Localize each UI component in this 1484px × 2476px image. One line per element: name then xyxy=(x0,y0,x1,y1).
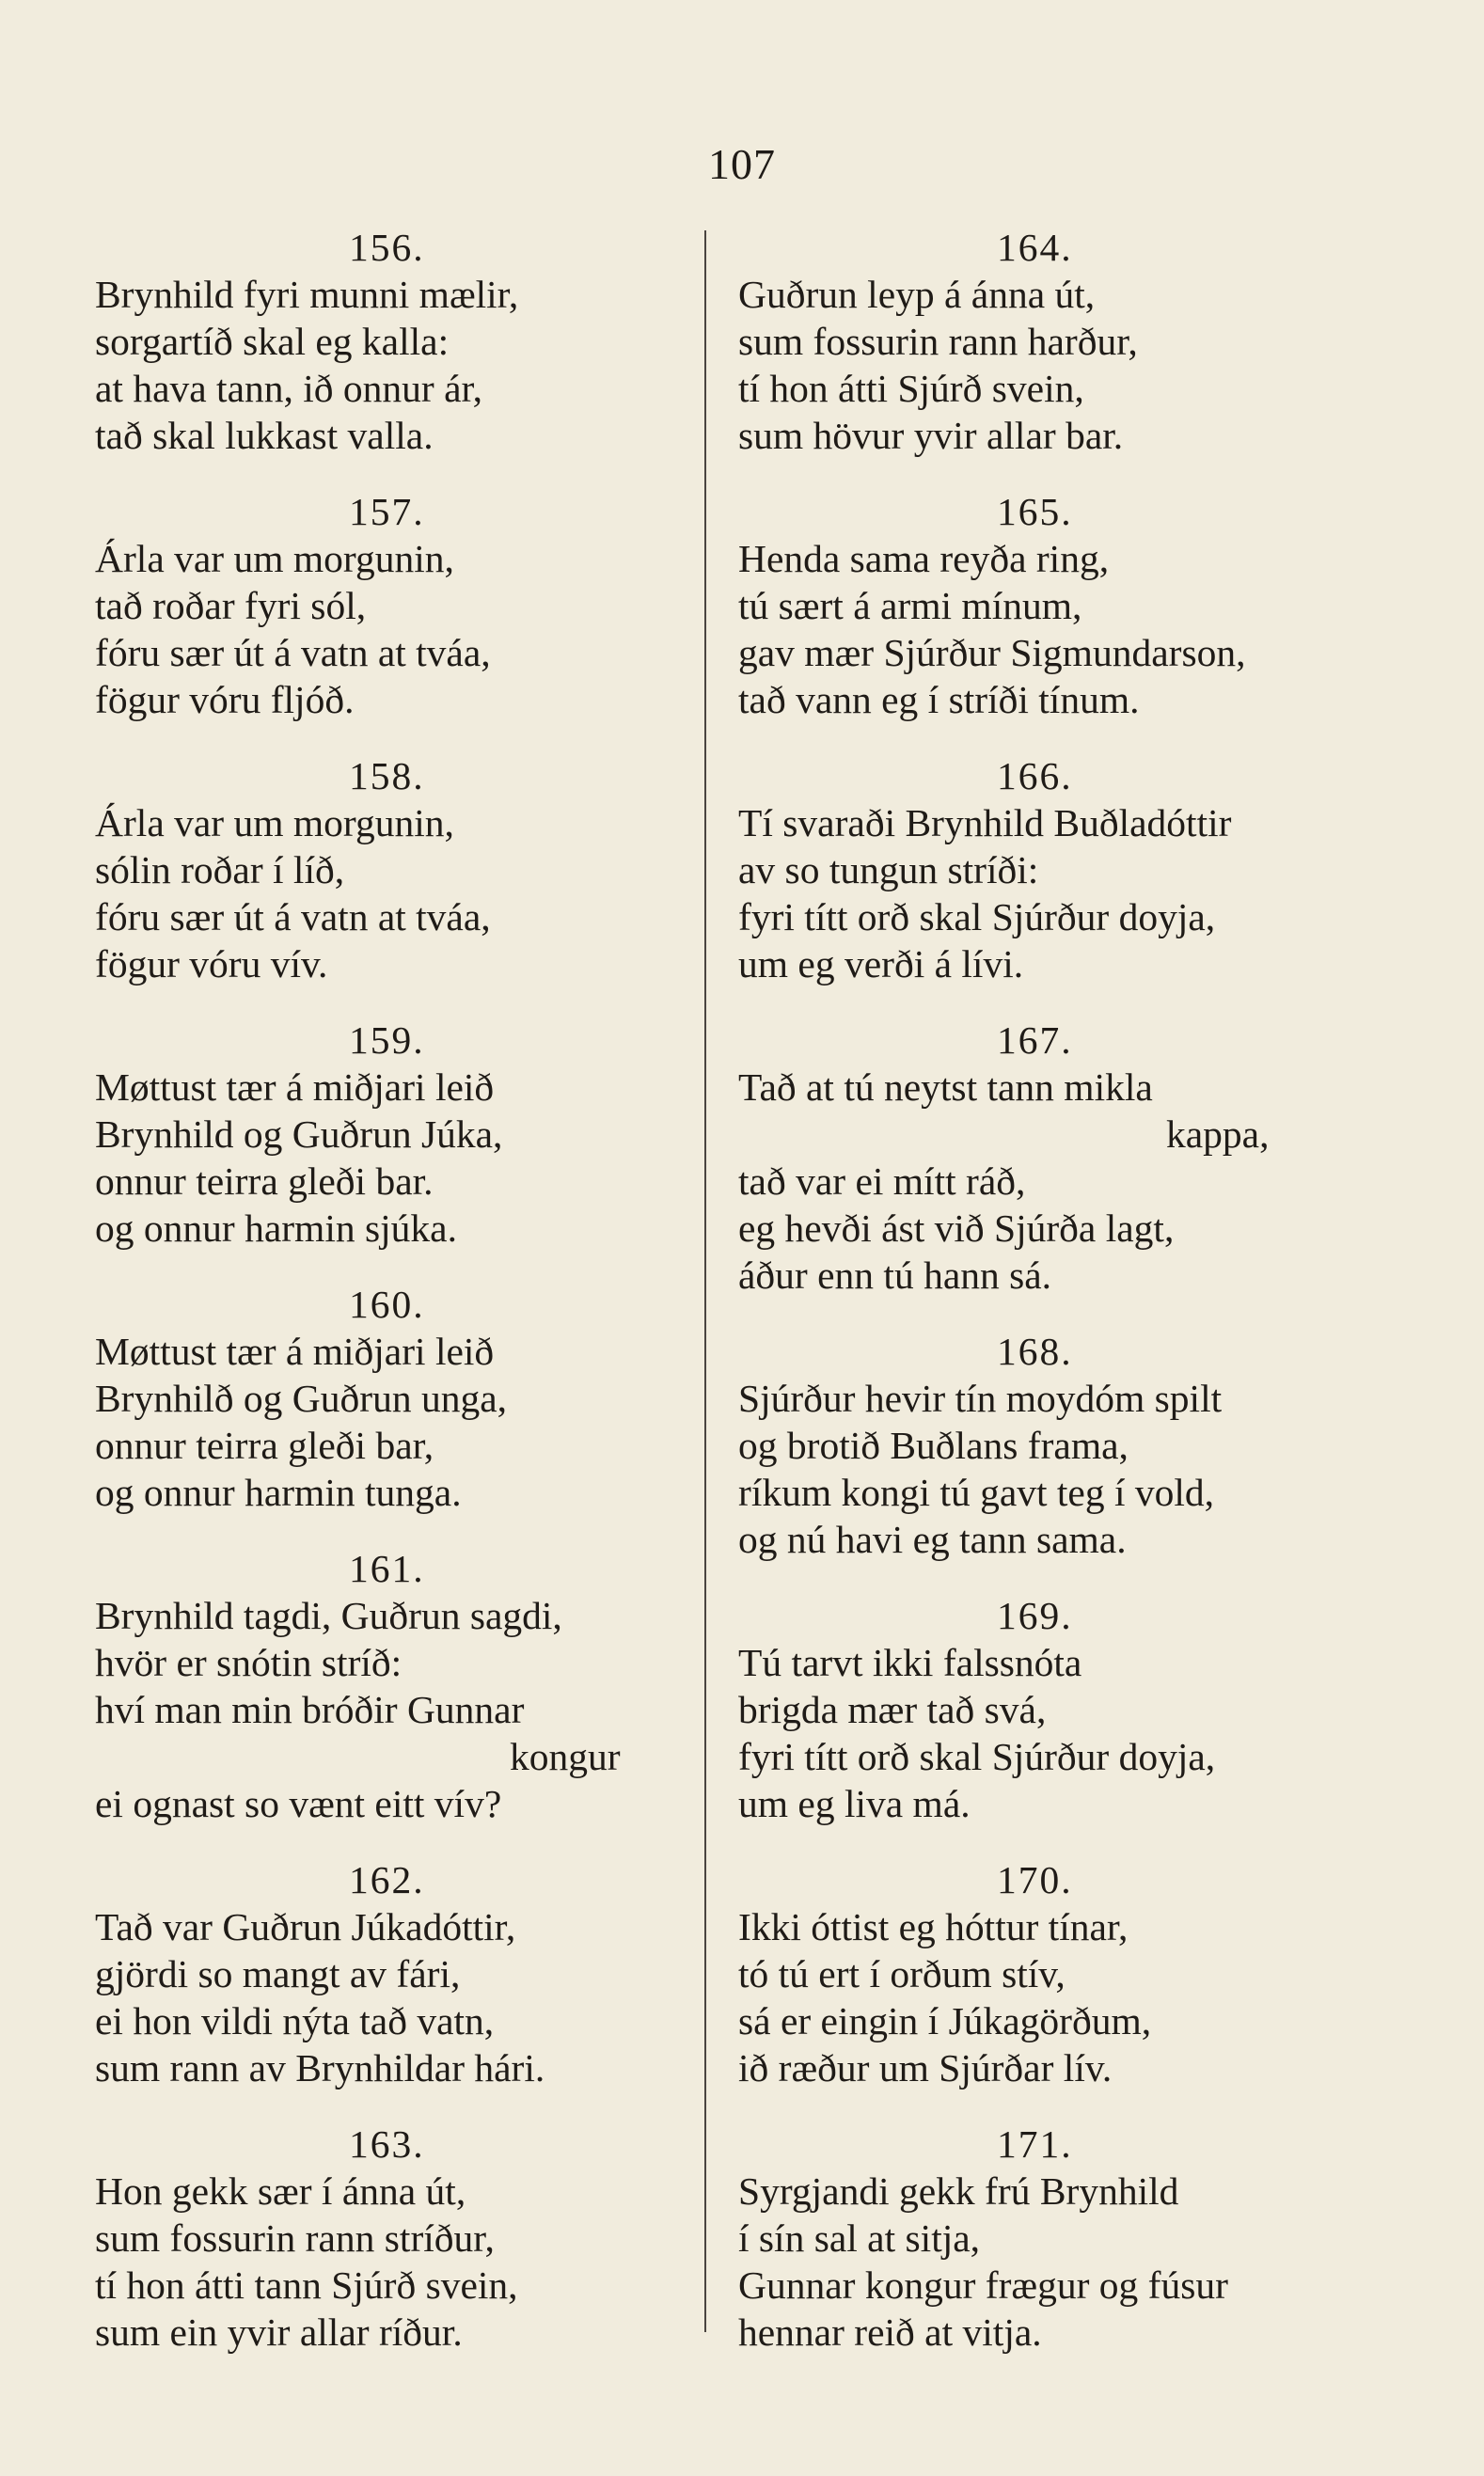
stanza-161 xyxy=(95,1545,697,1856)
stanza-163 xyxy=(95,2121,697,2385)
stanza-number: 156. xyxy=(349,226,425,269)
verse-line: og onnur harmin tunga. xyxy=(95,1471,462,1514)
verse-line: ei hon vildi nýta tað vatn, xyxy=(95,1999,495,2042)
verse-line: hvör er snótin stríð: xyxy=(95,1641,403,1684)
verse-line: onnur teirra gleði bar, xyxy=(95,1424,434,1467)
stanza-number: 159. xyxy=(349,1018,425,1062)
verse-line: sum hövur yvir allar bar. xyxy=(738,414,1124,457)
verse-line: um eg verði á lívi. xyxy=(738,942,1024,986)
verse-line: Tað at tú neytst tann mikla xyxy=(738,1065,1153,1109)
verse-line: fóru sær út á vatn at tváa, xyxy=(95,631,491,674)
verse-line: sum ein yvir allar ríður. xyxy=(95,2310,463,2354)
verse-line: fyri títt orð skal Sjúrður doyja, xyxy=(738,1735,1216,1778)
verse-line: sum fossurin rann harður, xyxy=(738,320,1138,363)
stanza-number: 158. xyxy=(349,754,425,797)
verse-line: sá er eingin í Júkagörðum, xyxy=(738,1999,1152,2042)
verse-line: ei ognast so vænt eitt vív? xyxy=(95,1782,502,1825)
stanza-162 xyxy=(95,1856,697,2121)
verse-line: tað vann eg í stríði tínum. xyxy=(738,678,1140,721)
verse-line: Brynhilð og Guðrun unga, xyxy=(95,1377,508,1420)
stanza-166 xyxy=(738,752,1340,1017)
verse-line: fyri títt orð skal Sjúrður doyja, xyxy=(738,895,1216,938)
verse-line: hennar reið at vitja. xyxy=(738,2310,1042,2354)
verse-line: Brynhild fyri munni mælir, xyxy=(95,273,519,316)
stanza-number: 164. xyxy=(997,226,1073,269)
verse-line: tað roðar fyri sól, xyxy=(95,584,367,627)
page-number: 107 xyxy=(708,140,776,188)
verse-line: tí hon átti Sjúrð svein, xyxy=(738,367,1084,410)
column-divider xyxy=(704,230,706,2332)
stanza-164 xyxy=(738,224,1340,488)
verse-line: Møttust tær á miðjari leið xyxy=(95,1065,495,1109)
verse-line: Ikki óttist eg hóttur tínar, xyxy=(738,1905,1129,1948)
stanza-number: 163. xyxy=(349,2122,425,2166)
stanza-157 xyxy=(95,488,697,752)
stanza-170 xyxy=(738,1856,1340,2121)
stanza-167 xyxy=(738,1017,1340,1328)
stanza-159 xyxy=(95,1017,697,1281)
stanza-number: 167. xyxy=(997,1018,1073,1062)
verse-line: sum fossurin rann stríður, xyxy=(95,2216,495,2260)
stanza-number: 165. xyxy=(997,490,1073,533)
stanza-168 xyxy=(738,1328,1340,1592)
verse-line: og nú havi eg tann sama. xyxy=(738,1518,1127,1561)
verse-line: fögur vóru fljóð. xyxy=(95,678,355,721)
verse-line: Møttust tær á miðjari leið xyxy=(95,1330,495,1373)
verse-line: fögur vóru vív. xyxy=(95,942,328,986)
stanza-number: 162. xyxy=(349,1858,425,1901)
verse-line: Guðrun leyp á ánna út, xyxy=(738,273,1096,316)
verse-line: tí hon átti tann Sjúrð svein, xyxy=(95,2263,518,2307)
verse-line: tað var ei mítt ráð, xyxy=(738,1159,1026,1203)
stanza-number: 160. xyxy=(349,1283,425,1326)
verse-line: ið ræður um Sjúrðar lív. xyxy=(738,2046,1113,2090)
verse-line: Henda sama reyða ring, xyxy=(738,537,1110,580)
stanza-169 xyxy=(738,1592,1340,1856)
verse-line: fóru sær út á vatn at tváa, xyxy=(95,895,491,938)
verse-line: sum rann av Brynhildar hári. xyxy=(95,2046,545,2090)
stanza-number: 168. xyxy=(997,1330,1073,1373)
verse-line: Sjúrður hevir tín moydóm spilt xyxy=(738,1377,1223,1420)
verse-line: Gunnar kongur frægur og fúsur xyxy=(738,2263,1228,2307)
verse-line: onnur teirra gleði bar. xyxy=(95,1159,434,1203)
right-column xyxy=(738,224,1340,2385)
stanza-158 xyxy=(95,752,697,1017)
stanza-160 xyxy=(95,1281,697,1545)
stanza-number: 171. xyxy=(997,2122,1073,2166)
verse-line: um eg liva má. xyxy=(738,1782,971,1825)
verse-line: Tí svaraði Brynhild Buðladóttir xyxy=(738,801,1232,844)
stanza-number: 157. xyxy=(349,490,425,533)
verse-line: Hon gekk sær í ánna út, xyxy=(95,2169,466,2213)
left-column xyxy=(95,224,697,2385)
verse-line: Brynhild og Guðrun Júka, xyxy=(95,1112,503,1156)
stanza-165 xyxy=(738,488,1340,752)
verse-line: av so tungun stríði: xyxy=(738,848,1039,891)
verse-line: gjördi so mangt av fári, xyxy=(95,1952,461,1995)
verse-line-continuation: kongur xyxy=(510,1735,621,1778)
stanza-171 xyxy=(738,2121,1340,2385)
verse-line: Árla var um morgunin, xyxy=(95,801,454,844)
verse-line: og brotið Buðlans frama, xyxy=(738,1424,1129,1467)
verse-line: Árla var um morgunin, xyxy=(95,537,454,580)
verse-line: áður enn tú hann sá. xyxy=(738,1254,1052,1297)
verse-line: hví man min bróðir Gunnar xyxy=(95,1688,525,1731)
stanza-156 xyxy=(95,224,697,488)
verse-line: í sín sal at sitja, xyxy=(738,2216,981,2260)
verse-line: Tað var Guðrun Júkadóttir, xyxy=(95,1905,516,1948)
verse-line: tað skal lukkast valla. xyxy=(95,414,434,457)
verse-line-continuation: kappa, xyxy=(1166,1112,1270,1156)
verse-line: og onnur harmin sjúka. xyxy=(95,1206,457,1250)
verse-line: brigda mær tað svá, xyxy=(738,1688,1047,1731)
verse-line: at hava tann, ið onnur ár, xyxy=(95,367,483,410)
verse-line: Brynhild tagdi, Guðrun sagdi, xyxy=(95,1594,562,1637)
stanza-number: 170. xyxy=(997,1858,1073,1901)
verse-line: gav mær Sjúrður Sigmundarson, xyxy=(738,631,1246,674)
verse-line: tú sært á armi mínum, xyxy=(738,584,1082,627)
stanza-number: 161. xyxy=(349,1547,425,1590)
stanza-number: 166. xyxy=(997,754,1073,797)
verse-line: eg hevði ást við Sjúrða lagt, xyxy=(738,1206,1175,1250)
verse-line: Syrgjandi gekk frú Brynhild xyxy=(738,2169,1179,2213)
verse-line: Tú tarvt ikki falssnóta xyxy=(738,1641,1082,1684)
verse-line: tó tú ert í orðum stív, xyxy=(738,1952,1066,1995)
stanza-number: 169. xyxy=(997,1594,1073,1637)
verse-line: ríkum kongi tú gavt teg í vold, xyxy=(738,1471,1215,1514)
verse-line: sorgartíð skal eg kalla: xyxy=(95,320,450,363)
verse-line: sólin roðar í líð, xyxy=(95,848,345,891)
